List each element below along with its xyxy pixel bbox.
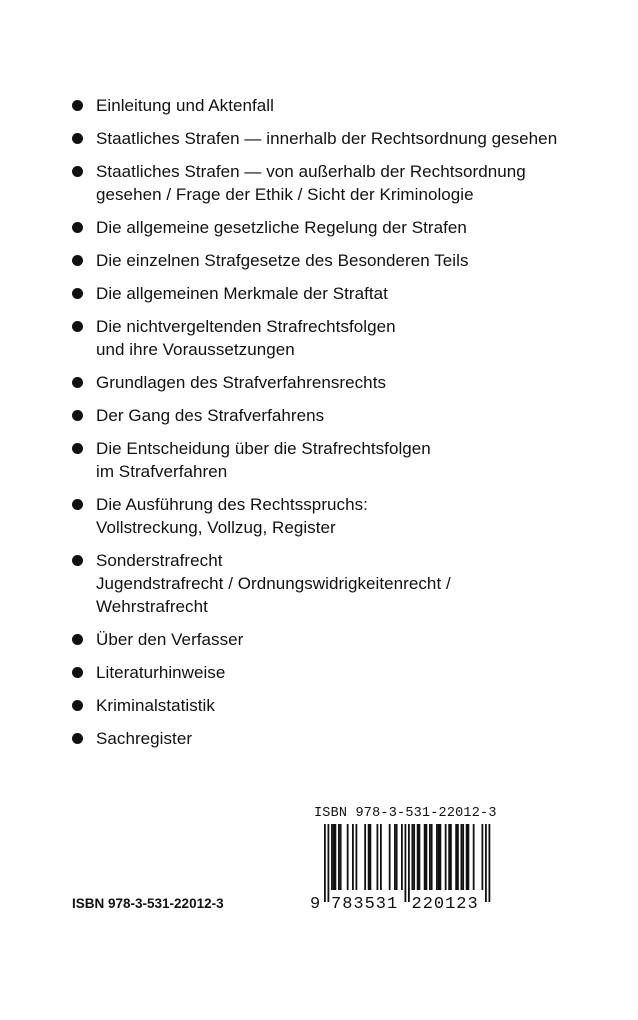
barcode-bar bbox=[401, 824, 403, 890]
bullet-icon bbox=[72, 555, 83, 566]
bullet-icon bbox=[72, 499, 83, 510]
toc-item bbox=[72, 127, 622, 150]
barcode-bar bbox=[448, 824, 450, 890]
bullet-icon bbox=[72, 100, 83, 111]
bullet-icon bbox=[72, 255, 83, 266]
toc-item bbox=[72, 94, 622, 117]
barcode-bar bbox=[473, 824, 475, 890]
toc-item bbox=[72, 249, 622, 272]
barcode-bar bbox=[438, 824, 440, 890]
bullet-icon bbox=[72, 443, 83, 454]
bullet-icon bbox=[72, 634, 83, 645]
barcode-bar bbox=[466, 824, 468, 890]
toc-item-line: gesehen / Frage der Ethik / Sicht der Kriminologie bbox=[96, 185, 474, 204]
barcode-bar bbox=[482, 824, 484, 890]
barcode-bar bbox=[431, 824, 433, 890]
toc-item-line: Wehrstrafrecht bbox=[96, 597, 208, 616]
toc-item-line: Staatliches Strafen — innerhalb der Rechtsordnung gesehen bbox=[96, 129, 558, 148]
barcode-bar bbox=[461, 824, 463, 890]
toc-item bbox=[72, 628, 622, 651]
barcode-bar bbox=[445, 824, 447, 890]
toc-item bbox=[72, 404, 622, 427]
toc-item-line: Die einzelnen Strafgesetze des Besonderen Teils bbox=[96, 251, 469, 270]
barcode-bar bbox=[389, 824, 391, 890]
toc-item-line: Sachregister bbox=[96, 729, 193, 748]
bullet-icon bbox=[72, 410, 83, 421]
barcode-guard-bar bbox=[485, 824, 487, 902]
barcode-guard-bar bbox=[489, 824, 491, 902]
toc-item-line: Über den Verfasser bbox=[96, 630, 244, 649]
toc-item bbox=[72, 216, 622, 239]
toc-item-line: Die nichtvergeltenden Strafrechtsfolgen bbox=[96, 317, 396, 336]
ean13-barcode bbox=[308, 824, 508, 914]
bullet-icon bbox=[72, 667, 83, 678]
toc-item-line: Die allgemeine gesetzliche Regelung der Strafen bbox=[96, 218, 467, 237]
barcode-bar bbox=[426, 824, 428, 890]
barcode-bar bbox=[394, 824, 396, 890]
toc-item-line: Vollstreckung, Vollzug, Register bbox=[96, 518, 336, 537]
barcode-bar bbox=[429, 824, 431, 890]
barcode-bar bbox=[436, 824, 438, 890]
barcode-bar bbox=[347, 824, 349, 890]
bullet-icon bbox=[72, 166, 83, 177]
toc-item bbox=[72, 727, 622, 750]
barcode-bar bbox=[457, 824, 459, 890]
toc-item-line: Literaturhinweise bbox=[96, 663, 226, 682]
toc-item-line: Einleitung und Aktenfall bbox=[96, 96, 274, 115]
toc-item-line: Jugendstrafrecht / Ordnungswidrigkeitenrecht / bbox=[96, 574, 451, 593]
barcode-bar bbox=[364, 824, 366, 890]
barcode-bar bbox=[413, 824, 415, 890]
barcode-bar bbox=[356, 824, 358, 890]
barcode-bar bbox=[412, 824, 414, 890]
toc-item-line: Die Entscheidung über die Strafrechtsfolgen bbox=[96, 439, 431, 458]
bullet-icon bbox=[72, 700, 83, 711]
barcode-block bbox=[308, 806, 508, 916]
toc-item bbox=[72, 694, 622, 717]
barcode-isbn-label: ISBN 978-3-531-22012-3 bbox=[314, 806, 497, 821]
barcode-bar bbox=[440, 824, 442, 890]
toc-item bbox=[72, 371, 622, 394]
barcode-bar bbox=[331, 824, 333, 890]
barcode-bar bbox=[377, 824, 379, 890]
toc-item bbox=[72, 315, 622, 361]
table-of-contents bbox=[72, 94, 622, 760]
barcode-bar bbox=[417, 824, 419, 890]
barcode-guard-bar bbox=[408, 824, 410, 902]
toc-item bbox=[72, 160, 622, 206]
barcode-bar bbox=[368, 824, 370, 890]
barcode-bar bbox=[333, 824, 335, 890]
bullet-icon bbox=[72, 222, 83, 233]
isbn-footer: ISBN 978-3-531-22012-3 bbox=[72, 896, 224, 911]
toc-item-line: Grundlagen des Strafverfahrensrechts bbox=[96, 373, 387, 392]
barcode-right-digits: 220123 bbox=[411, 895, 479, 914]
toc-item bbox=[72, 493, 622, 539]
barcode-bar bbox=[450, 824, 452, 890]
toc-item bbox=[72, 437, 622, 483]
bullet-icon bbox=[72, 321, 83, 332]
barcode-bar bbox=[352, 824, 354, 890]
barcode-bar bbox=[335, 824, 337, 890]
barcode-bar bbox=[370, 824, 372, 890]
barcode-bar bbox=[419, 824, 421, 890]
toc-item-line: im Strafverfahren bbox=[96, 462, 228, 481]
toc-item-line: und ihre Voraussetzungen bbox=[96, 340, 295, 359]
toc-item-line: Kriminalstatistik bbox=[96, 696, 215, 715]
barcode-left-digits: 783531 bbox=[331, 895, 399, 914]
barcode-bar bbox=[455, 824, 457, 890]
barcode-bar bbox=[468, 824, 470, 890]
toc-item bbox=[72, 282, 622, 305]
barcode-lead-digit: 9 bbox=[310, 895, 322, 914]
barcode-guard-bar bbox=[405, 824, 407, 902]
barcode-guard-bar bbox=[324, 824, 326, 902]
toc-item bbox=[72, 661, 622, 684]
barcode-guard-bar bbox=[328, 824, 330, 902]
toc-item-line: Der Gang des Strafverfahrens bbox=[96, 406, 325, 425]
toc-item-line: Die Ausführung des Rechtsspruchs: bbox=[96, 495, 368, 514]
toc-item bbox=[72, 549, 622, 618]
barcode-bar bbox=[340, 824, 342, 890]
barcode-bar bbox=[380, 824, 382, 890]
bullet-icon bbox=[72, 133, 83, 144]
barcode-bar bbox=[338, 824, 340, 890]
barcode-bar bbox=[396, 824, 398, 890]
toc-item-line: Die allgemeinen Merkmale der Straftat bbox=[96, 284, 388, 303]
bullet-icon bbox=[72, 377, 83, 388]
bullet-icon bbox=[72, 288, 83, 299]
toc-item-line: Staatliches Strafen — von außerhalb der Rechtsordnung bbox=[96, 162, 526, 181]
barcode-bar bbox=[424, 824, 426, 890]
bullet-icon bbox=[72, 733, 83, 744]
toc-item-line: Sonderstrafrecht bbox=[96, 551, 223, 570]
barcode-bar bbox=[462, 824, 464, 890]
